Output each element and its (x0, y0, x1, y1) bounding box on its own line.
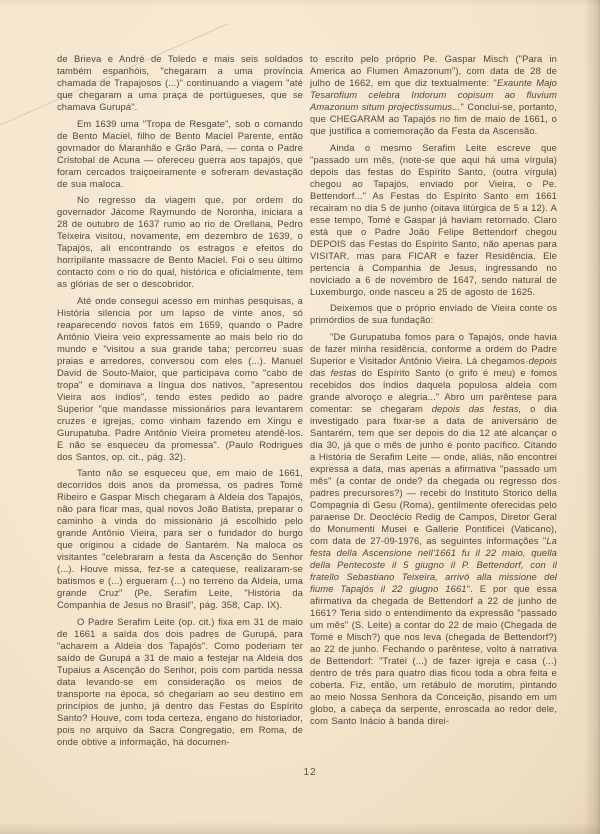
italic-text-run: La festa della Ascensione nell'1661 fu il 22 maio, quella della Pentecoste il 5 giugno il P. Bettendorf, con il fratello Sebastiano Teixeira, arrivó alla missione del fiume Tapajós il 22 giugno 1661 (310, 534, 557, 594)
page-number: 12 (303, 767, 317, 778)
text-run: No regresso da viagem que, por ordem do governador Jácome Raymundo de Noronha, iniciara a 28 de outubro de 1637 rumo ao rio de Orellana, Pedro Teixeira visitou, novamente, em dezembro de 1639, o Tapajós, ali encontrando os estragos e efeitos do horripilante massacre de Bento Maciel. Foi o seu último contacto com o rio do qual, histórica e oficialmente, tem as glórias de ser o descobridor. (57, 194, 303, 289)
text-run: Ainda o mesmo Serafim Leite escreve que "passado um mês, (note-se que aqui há uma vírgula) depois das festas do Espírito Santo, (outra vírgula) chegou ao Tapajós, enviado por Vieira, o Pe. Bettendorf..." As Festas do Espírito Santo em 1661 recairam no dia 5 de junho (oitava litúrgica de 5 a 12). A esse tempo, Tomé e Gaspar já haviam retornado. Claro está que o Padre João Felipe Bettendorf chegou DEPOIS das Festas do Espírito Santo, não apenas para VISITAR, mas para FICAR e fazer Residência. Ele pertencia à Companhia de Jesus, ingressando no noviciado a 6 de novembro de 1647, sendo natural de Luxemburgo, onde nasceu a 25 de agosto de 1625. (310, 141, 557, 297)
paragraph (57, 616, 303, 748)
paragraph (310, 331, 557, 727)
paragraph (57, 194, 303, 290)
text-column-right (310, 53, 557, 731)
scan-edge-shadow-bottom (0, 822, 600, 834)
paragraph (310, 53, 557, 137)
text-run: to escrito pelo próprio Pe. Gaspar Misch ("Para in America ao Flumen Amazonum"), com data de 28 de julho de 1662, em que diz textualmente: " (310, 53, 557, 88)
text-run: Deixemos que o próprio enviado de Vieira conte os primórdios de sua fundação: (310, 302, 557, 325)
text-run: de Brieva e André de Toledo e mais seis soldados também espanhóis, "chegaram a uma província chamada de Trapajosos (...)" continuando a viagem "até que chegaram a uma praça de portúgueses, que se chamava Gurupá". (57, 53, 303, 112)
scan-edge-shadow-right (584, 0, 600, 834)
text-run: o dia investigado para fixar-se a data de aniversário de Santarém, tem que ser depois do dia 12 até alcançar o dia 30, já que o mês de junho é ponto pacífico. Citando a História de Serafim Leite — onde, aliás, não encontrei expressa a data, mas apenas a afirmativa "passado um mês" (a contar de onde? da chegada ou regresso dos padres precursores?) — recebi do Instituto Storico della Compagnia di Gesu (Roma), gentilmente oferecidas pelo paraense Dr. Deoclécio Redig de Campos, Diretor Geral do Monumenti Musei e Gallerie Pontificei (Vaticano), com data de 27-09-1976, as seguintes informações " (310, 402, 558, 546)
paragraph (310, 302, 557, 326)
text-run: O Padre Serafim Leite (op. cit.) fixa em 31 de maio de 1661 a saída dos dois padres de Gurupá, para "acharem a Aldeia dos Tapajós". Como poderiam ter saído de Gurupá a 31 de maio a festejar na Aldeia dos Tupaius a Ascenção do Senhor, pois com partida nessa data levando-se em consideração os meios de transporte na época, só chegariam ao seu destino em princípios de junho, já dentro das Festas do Espírito Santo? Houve, com toda certeza, engano do historiador, pois no arquivo da Sacra Congregatio, em Roma, de onde obtive a informação, há documen- (57, 615, 303, 747)
italic-text-run: depois das festas, (431, 402, 522, 414)
scan-edge-shadow-top (0, 0, 600, 6)
paragraph (57, 53, 303, 113)
text-run: Até onde consegui acesso em minhas pesquisas, a História silencia por um lapso de vinte anos, só reaparecendo novos fatos em 1659, quando o Padre Antônio Vieira veio expressamente ao mais belo rio do mundo e "visitou a sua grande taba; percorreu suas praias e arredores, conversou com eles (...). Manuel David de Souto-Maior, que participava como "cabo de tropa" e dominava a língua dos nativos, "apresentou Vieira aos índios", tendo estes pedido ao padre Superior "que mandasse missionários para levantarem cruzes e igrejas, como vinham fazendo em Xingu e Gurupatuba. Padre Antônio Vieira prometeu atendê-los. E não se esqueceu da promessa". (Paulo Rodrigues dos Santos, op. cit., pág. 32). (57, 294, 303, 462)
text-run: Em 1639 uma "Tropa de Resgate", sob o comando de Bento Maciel, filho de Bento Maciel Parente, então govrnador do Maranhão e Grão Pará, — conta o Padre Cristobal de Acuna — ofereceu guerra aos tapajós, que foram cercados traiçoeiramente e sofreram devastação de sua maloca. (57, 117, 303, 189)
text-column-left (57, 53, 303, 752)
italic-text-run: Exaunte Majo Tesarofium celebra Indorum copisum ao fluvium Amazonum situm projectissumus... (310, 77, 557, 112)
text-run: do Espírito Santo (o grifo é meu) e fomos recebidos dos índios daquela populosa aldeia com grande alvoroço e alegria..." Abro um parêntese para comentar: se chegaram (310, 366, 557, 414)
text-run: Tanto não se esqueceu que, em maio de 1661, decorridos dois anos da promessa, os padres Tomé Ribeiro e Gaspar Misch chegaram à Aldeia dos Tapajós, não para ficar mas, qual novos João Batista, preparar o caminho à vinda do missionário já escolhido pelo grande Antônio Vieira, para ser o fundador do burgo que originou a cidade de Santarém. Na maloca os visitantes "celebraram a festa da Ascenção do Senhor (...). Houve missa, fez-se a catequese, realizaram-se batismos e (...) ergueram (...) no terreno da Aldeia, uma grande Cruz" (Pe. Serafim Leite, "História da Companhia de Jesus no Brasil", pág. 358, Cap. IX). (57, 467, 303, 610)
paragraph (310, 142, 557, 298)
italic-text-run: depois das festas (310, 354, 557, 378)
paragraph (57, 118, 303, 190)
text-run: "De Gurupatuba fomos para o Tapajós, onde havia de fazer minha residência, conforme a ordem do Padre Superior e Visitador Antônio Vieira. Lá chegamos (310, 330, 557, 366)
text-run: " Conclui-se, portanto, que CHEGARAM ao Tapajós no fim de maio de 1661, o que justifica a comemoração da Festa da Ascensão. (310, 101, 557, 136)
paragraph (57, 295, 303, 463)
paragraph (57, 467, 303, 611)
text-run: ". E por que essa afirmativa da chegada de Bettendorf a 22 de junho de 1661? Teria sido o entendimento da expressão "passado um mês" (S. Leite) a contar do 22 de maio (Chegada de Tomé e Misch?) que nos leva (chegada de Bettendorf?) ao 22 de junho. Fechando o parêntese, volto à narrativa de Bettendorf: "Tratei (...) de fazer igreja e casa (...) dentro de três para quatro dias ficou toda a obra feita e coberta. Fiz, então, um retábulo de morutim, pintando ao meio Nossa Senhora da Conceição, pisando em um globo, a cabeça da serpente, enroscada ao redor dele, com Santo Inácio à banda direi- (310, 582, 558, 726)
